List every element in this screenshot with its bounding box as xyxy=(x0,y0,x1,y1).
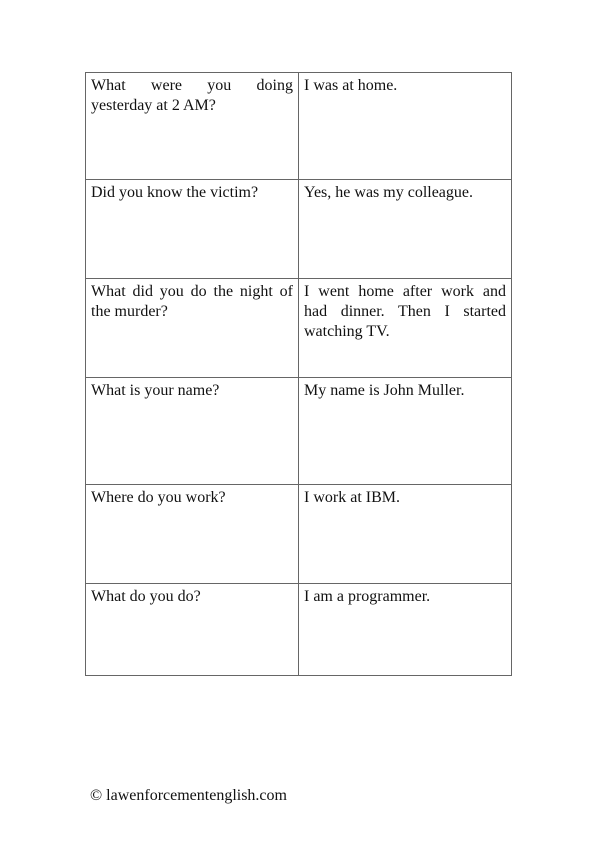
question-cell: What do you do? xyxy=(86,584,299,676)
question-cell: Did you know the victim? xyxy=(86,180,299,279)
table-row xyxy=(86,485,512,584)
table-row xyxy=(86,584,512,676)
table-row xyxy=(86,180,512,279)
answer-cell: I am a programmer. xyxy=(299,584,512,676)
answer-cell: My name is John Muller. xyxy=(299,378,512,485)
question-cell: What is your name? xyxy=(86,378,299,485)
table-row xyxy=(86,378,512,485)
table-row xyxy=(86,279,512,378)
copyright-footer: © lawenforcementenglish.com xyxy=(90,787,287,804)
table-row xyxy=(86,73,512,180)
question-cell: What were you doing yesterday at 2 AM? xyxy=(86,73,299,180)
answer-cell: I work at IBM. xyxy=(299,485,512,584)
qa-cards-table xyxy=(85,72,512,676)
answer-cell: I was at home. xyxy=(299,73,512,180)
question-cell: What did you do the night of the murder? xyxy=(86,279,299,378)
answer-cell: I went home after work and had dinner. Then I started watching TV. xyxy=(299,279,512,378)
answer-cell: Yes, he was my colleague. xyxy=(299,180,512,279)
question-cell: Where do you work? xyxy=(86,485,299,584)
